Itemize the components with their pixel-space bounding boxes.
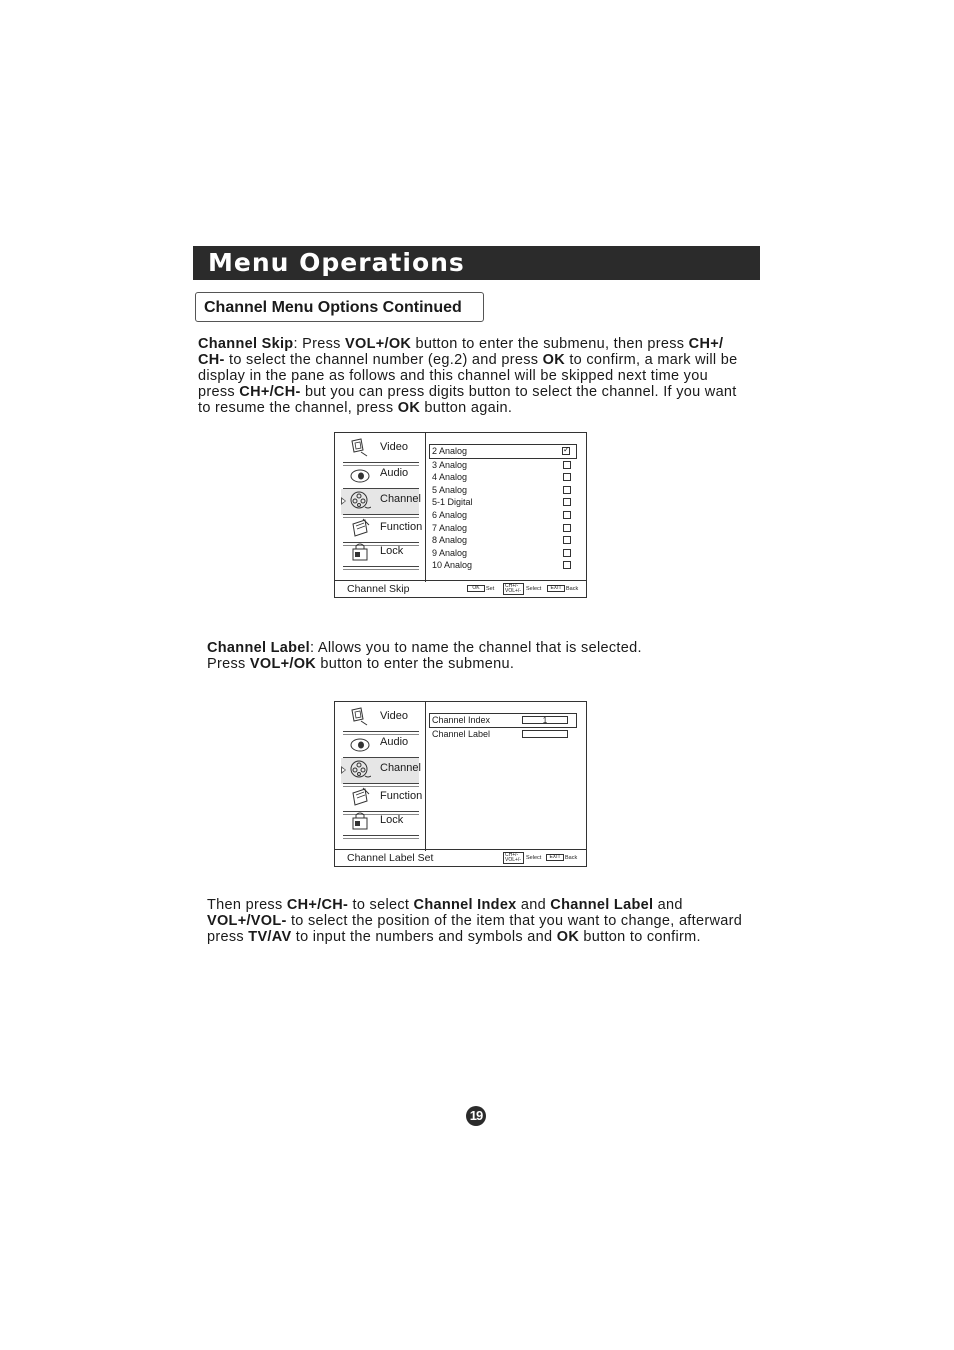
skip-checkbox[interactable] bbox=[562, 447, 570, 455]
ok-key: OK bbox=[467, 585, 485, 592]
status-bar: Channel Label Set CH+/- VOL+/- Select EXIT Back bbox=[335, 849, 586, 866]
channel-label-description: Channel Label: Allows you to name the channel that is selected. Press VOL+/OK button to enter the submenu. bbox=[207, 640, 642, 672]
page-title: Menu Operations bbox=[193, 246, 760, 280]
channel-skip-screen bbox=[334, 432, 587, 598]
menu-item-audio[interactable]: Audio bbox=[341, 463, 419, 489]
skip-checkbox[interactable] bbox=[563, 536, 571, 544]
skip-checkbox[interactable] bbox=[563, 524, 571, 532]
function-icon bbox=[349, 518, 371, 538]
channel-index-row[interactable]: Channel Index 1 bbox=[429, 713, 577, 728]
menu-item-channel[interactable]: Channel bbox=[341, 758, 419, 784]
channel-row[interactable]: 7 Analog bbox=[430, 522, 577, 535]
video-icon bbox=[349, 438, 371, 458]
nav-key: CH+/- VOL+/- bbox=[503, 583, 524, 595]
selection-arrow-icon bbox=[341, 766, 346, 774]
edit-instructions: Then press CH+/CH- to select Channel Index and Channel Label and VOL+/VOL- to select the position of the item that you want to change, afterward press TV/AV to input the numbers and symbols and OK button to confirm. bbox=[207, 897, 743, 945]
skip-checkbox[interactable] bbox=[563, 486, 571, 494]
channel-icon bbox=[349, 759, 371, 779]
menu-item-video[interactable]: Video bbox=[341, 437, 419, 463]
skip-checkbox[interactable] bbox=[563, 561, 571, 569]
selection-arrow-icon bbox=[341, 497, 346, 505]
exit-key: EXIT bbox=[546, 854, 564, 861]
menu-item-channel[interactable]: Channel bbox=[341, 489, 419, 515]
video-icon bbox=[349, 707, 371, 727]
channel-label-form bbox=[430, 713, 577, 741]
channel-row[interactable]: 9 Analog bbox=[430, 547, 577, 560]
menu-sidebar bbox=[335, 433, 426, 582]
audio-icon bbox=[349, 733, 371, 753]
audio-icon bbox=[349, 464, 371, 484]
menu-item-function[interactable]: Function bbox=[341, 517, 419, 543]
skip-checkbox[interactable] bbox=[563, 473, 571, 481]
lock-icon bbox=[349, 811, 371, 831]
channel-row[interactable]: 4 Analog bbox=[430, 471, 577, 484]
channel-label-field[interactable] bbox=[522, 730, 568, 738]
channel-icon bbox=[349, 490, 371, 510]
function-icon bbox=[349, 787, 371, 807]
menu-item-audio[interactable]: Audio bbox=[341, 732, 419, 758]
channel-skip-description: Channel Skip: Press VOL+/OK button to enter the submenu, then press CH+/ CH- to select the channel number (eg.2) and press OK to confirm, a mark will be display in the pane as follows and this channel will be skipped next time you press CH+/CH- but you can press digits button to select the channel. If you want to resume the channel, press OK button again. bbox=[198, 336, 738, 416]
menu-item-video[interactable]: Video bbox=[341, 706, 419, 732]
channel-label-screen bbox=[334, 701, 587, 867]
skip-checkbox[interactable] bbox=[563, 461, 571, 469]
menu-sidebar bbox=[335, 702, 426, 851]
channel-row[interactable]: 2 Analog ✓ bbox=[429, 444, 577, 459]
exit-key: EXIT bbox=[547, 585, 565, 592]
menu-item-function[interactable]: Function bbox=[341, 786, 419, 812]
lock-icon bbox=[349, 542, 371, 562]
page-number: 19 bbox=[466, 1106, 486, 1126]
status-bar: Channel Skip OK Set CH+/- VOL+/- Select EXIT Back bbox=[335, 580, 586, 597]
skip-checkbox[interactable] bbox=[563, 498, 571, 506]
menu-item-lock[interactable]: Lock bbox=[341, 810, 419, 836]
section-heading: Channel Menu Options Continued bbox=[195, 292, 484, 322]
channel-row[interactable]: 10 Analog bbox=[430, 559, 577, 572]
channel-row[interactable]: 5 Analog bbox=[430, 484, 577, 497]
menu-item-lock[interactable]: Lock bbox=[341, 541, 419, 567]
skip-checkbox[interactable] bbox=[563, 511, 571, 519]
channel-row[interactable]: 5-1 Digital bbox=[430, 496, 577, 509]
nav-key: CH+/- VOL+/- bbox=[503, 852, 524, 864]
channel-list bbox=[430, 444, 577, 572]
channel-row[interactable]: 6 Analog bbox=[430, 509, 577, 522]
channel-row[interactable]: 8 Analog bbox=[430, 534, 577, 547]
channel-row[interactable]: 3 Analog bbox=[430, 459, 577, 472]
channel-index-field[interactable]: 1 bbox=[522, 716, 568, 724]
skip-checkbox[interactable] bbox=[563, 549, 571, 557]
channel-label-row[interactable]: Channel Label bbox=[430, 728, 577, 741]
